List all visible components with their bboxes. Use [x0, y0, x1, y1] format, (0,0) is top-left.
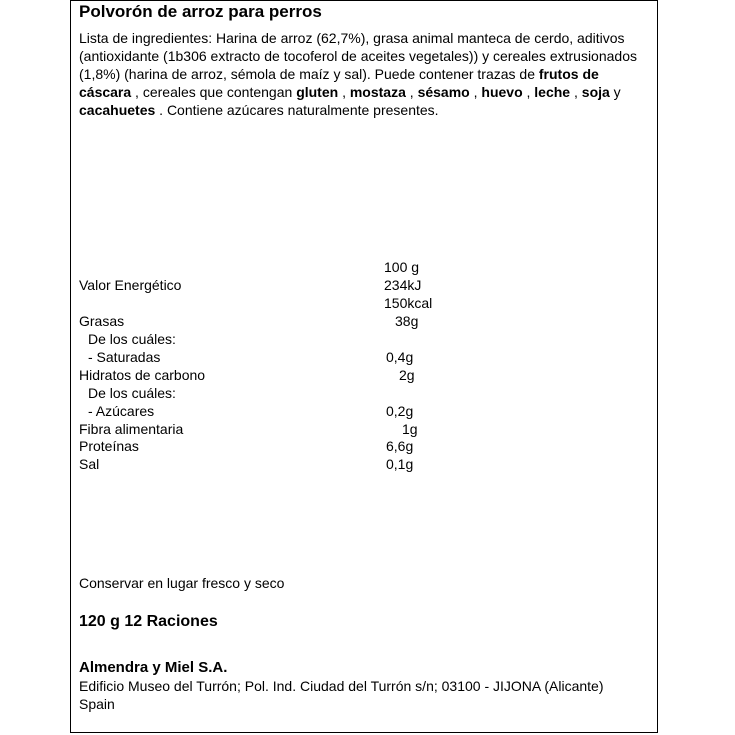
nutrition-value: 38g: [395, 313, 419, 329]
allergen-mustard: mostaza: [349, 84, 406, 100]
allergen-gluten: gluten: [296, 84, 339, 100]
ingredients-text: ,: [522, 84, 535, 100]
nutrition-value: 0,1g: [386, 456, 414, 472]
ingredients-text: , cereales que contengan: [131, 84, 297, 100]
ingredients-paragraph: [79, 29, 654, 119]
allergen-peanuts: cacahuetes: [79, 102, 156, 118]
storage-instructions: Conservar en lugar fresco y seco: [79, 575, 285, 591]
nutrition-value: 234kJ: [384, 277, 422, 293]
net-weight: 120 g 12 Raciones: [79, 613, 218, 630]
ingredients-text: Lista de ingredientes: Harina de arroz (62,7%), grasa animal manteca de cerdo, aditivos (antioxidante (1b306 extracto de tocoferol de aceites vegetales)) y cereales extrusionados (1,8%) (harina de arroz, sémola de maíz y sal). Puede contener trazas de: [79, 30, 637, 82]
nutrition-value: 0,2g: [386, 403, 414, 419]
nutrition-label: Proteínas: [79, 438, 139, 454]
nutrition-label: De los cuáles:: [88, 331, 176, 347]
nutrition-label: - Saturadas: [88, 349, 161, 365]
ingredients-text: y: [609, 84, 621, 100]
allergen-soy: soja: [581, 84, 610, 100]
ingredients-text: ,: [338, 84, 350, 100]
nutrition-label: Hidratos de carbono: [79, 367, 206, 383]
nutrition-value: 1g: [402, 421, 418, 437]
ingredients-text: ,: [570, 84, 582, 100]
nutrition-label: Valor Energético: [79, 277, 182, 293]
nutrition-label: De los cuáles:: [88, 385, 176, 401]
nutrition-value: 6,6g: [386, 438, 414, 454]
allergen-sesame: sésamo: [417, 84, 470, 100]
product-title: Polvorón de arroz para perros: [79, 2, 322, 21]
ingredients-text: ,: [405, 84, 418, 100]
allergen-milk: leche: [534, 84, 571, 100]
company-address: Edificio Museo del Turrón; Pol. Ind. Ciudad del Turrón s/n; 03100 - JIJONA (Alicante) Spain: [79, 678, 604, 712]
company-name: Almendra y Miel S.A.: [79, 659, 228, 676]
nutrition-label: - Azúcares: [88, 403, 155, 419]
nutrition-value: 150kcal: [384, 295, 433, 311]
nutrition-label: Sal: [79, 456, 100, 472]
allergen-nuts: frutos de cáscara: [79, 66, 599, 100]
ingredients-text: ,: [469, 84, 482, 100]
nutrition-header: 100 g: [384, 259, 420, 275]
nutrition-label: Fibra alimentaria: [79, 421, 184, 437]
allergen-egg: huevo: [481, 84, 523, 100]
nutrition-value: 0,4g: [386, 349, 414, 365]
nutrition-value: 2g: [399, 367, 415, 383]
ingredients-text: . Contiene azúcares naturalmente presentes.: [155, 102, 439, 118]
nutrition-label: Grasas: [79, 313, 125, 329]
